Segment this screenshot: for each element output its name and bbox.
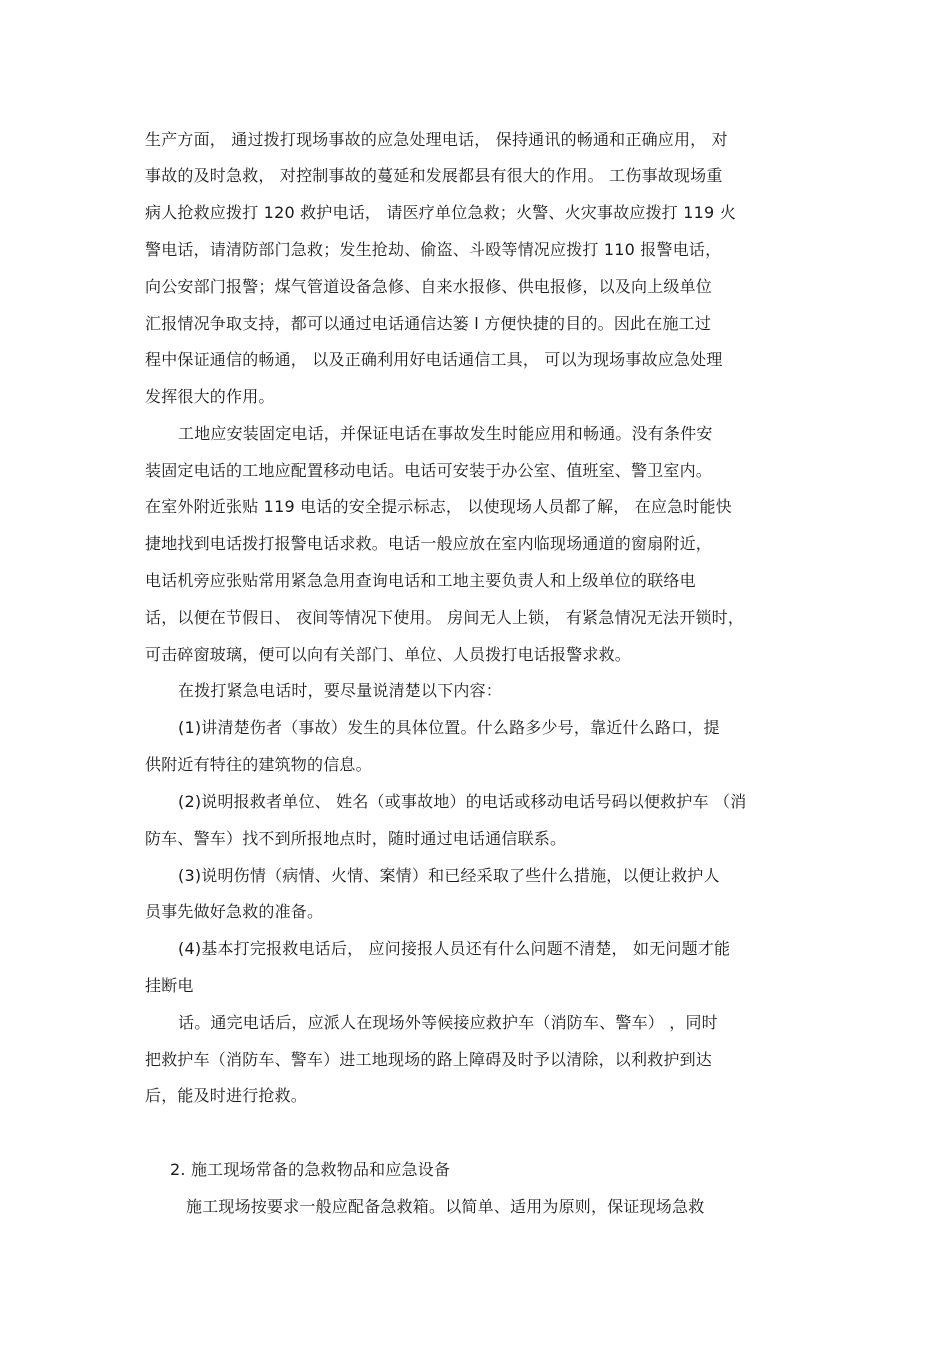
text-line: 把救护车（消防车、警车）进工地现场的路上障碍及时予以清除，以利救护到达 bbox=[145, 1050, 713, 1069]
text-line: 防车、警车）找不到所报地点时，随时通过电话通信联系。 bbox=[145, 829, 567, 848]
paragraph-start-line: 话。通完电话后，应派人在现场外等候接应救护车（消防车、警车） ，同时 bbox=[178, 1013, 718, 1032]
text-line: 电话机旁应张贴常用紧急急用查询电话和工地主要负责人和上级单位的联络电 bbox=[145, 571, 696, 590]
list-item-line: (2)说明报救者单位、 姓名（或事故地）的电话或移动电话号码以便救护车 （消 bbox=[178, 792, 747, 811]
paragraph-start-line: 工地应安装固定电话，并保证电话在事故发生时能应用和畅通。没有条件安 bbox=[178, 424, 713, 443]
text-line: 捷地找到电话拨打报警电话求救。电话一般应放在室内临现场通道的窗扇附近， bbox=[145, 534, 713, 553]
text-line: 生产方面， 通过拨打现场事故的应急处理电话， 保持通讯的畅通和正确应用， 对 bbox=[145, 130, 728, 149]
text-line: 后，能及时进行抢救。 bbox=[145, 1086, 308, 1105]
list-item-line: (1)讲清楚伤者（事故）发生的具体位置。什么路多少号，靠近什么路口，提 bbox=[178, 718, 720, 737]
text-line: 病人抢救应拨打 120 救护电话， 请医疗单位急救；火警、火灾事故应拨打 119 火 bbox=[145, 203, 736, 222]
text-line: 事故的及时急救， 对控制事故的蔓延和发展都县有很大的作用。 工伤事故现场重 bbox=[145, 166, 723, 185]
text-line: 可击碎窗玻璃，便可以向有关部门、单位、人员拨打电话报警求救。 bbox=[145, 645, 632, 664]
list-item-line: (3)说明伤情（病情、火情、案情）和已经采取了些什么措施，以便让救护人 bbox=[178, 866, 720, 885]
text-line: 装固定电话的工地应配置移动电话。电话可安装于办公室、值班室、警卫室内。 bbox=[145, 461, 713, 480]
text-line: 向公安部门报警；煤气管道设备急修、自来水报修、供电报修，以及向上级单位 bbox=[145, 277, 713, 296]
text-line: 警电话，请清防部门急救；发生抢劫、偷盗、斗殴等情况应拨打 110 报警电话， bbox=[145, 240, 722, 259]
section-heading: 2. 施工现场常备的急救物品和应急设备 bbox=[170, 1160, 451, 1179]
text-line: 在室外附近张贴 119 电话的安全提示标志， 以使现场人员都了解， 在应急时能快 bbox=[145, 497, 732, 516]
text-line: 话，以便在节假日、 夜间等情况下使用。 房间无人上锁， 有紧急情况无法开锁时， bbox=[145, 608, 745, 627]
paragraph-start-line: 在拨打紧急电话时，要尽量说清楚以下内容： bbox=[178, 681, 503, 700]
text-line: 挂断电 bbox=[145, 976, 194, 995]
paragraph-start-line: 施工现场按要求一般应配备急救箱。以简单、适用为原则，保证现场急救 bbox=[186, 1197, 705, 1216]
text-line: 供附近有特往的建筑物的信息。 bbox=[145, 755, 372, 774]
text-line: 发挥很大的作用。 bbox=[145, 387, 275, 406]
list-item-line: (4)基本打完报救电话后， 应问接报人员还有什么问题不清楚， 如无问题才能 bbox=[178, 939, 731, 958]
text-line: 程中保证通信的畅通， 以及正确利用好电话通信工具， 可以为现场事故应急处理 bbox=[145, 350, 723, 369]
text-line: 员事先做好急救的准备。 bbox=[145, 902, 324, 921]
text-line: 汇报情况争取支持，都可以通过电话通信达篓 l 方便快捷的目的。因此在施工过 bbox=[145, 314, 712, 333]
